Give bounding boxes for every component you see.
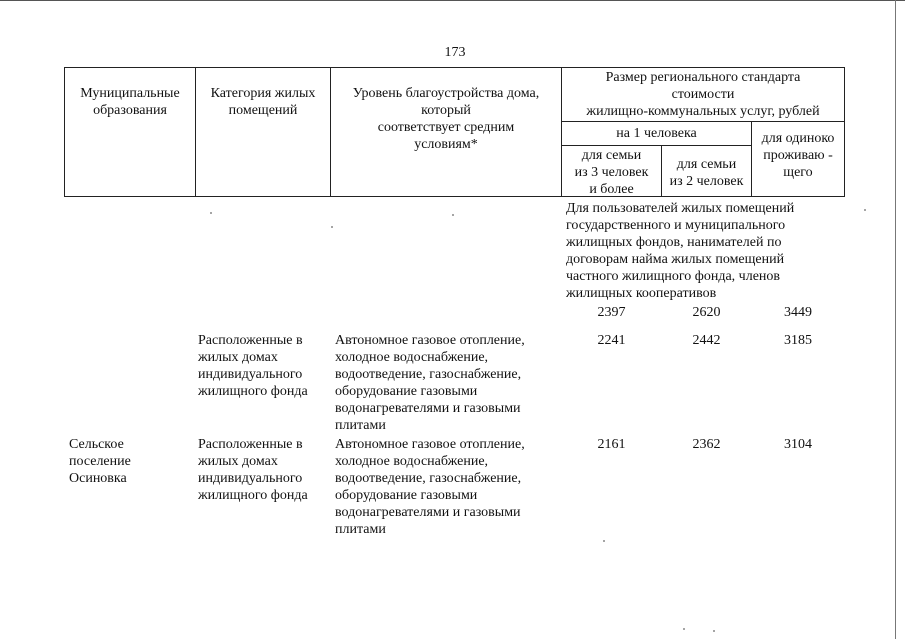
value-family-2: 2620 bbox=[692, 305, 721, 320]
scan-speck bbox=[331, 226, 333, 228]
scan-speck bbox=[864, 209, 866, 211]
amenities-cell: Автономное газовое отопление, холодное водоснабжение, водоотведение, газоснабжение, оборудование газовыми водонагревателями и газовыми плитами bbox=[335, 437, 525, 537]
value-single: 3185 bbox=[784, 333, 812, 348]
category-cell: Расположенные в жилых домах индивидуального жилищного фонда bbox=[198, 333, 308, 399]
amenities-cell: Автономное газовое отопление, холодное водоснабжение, водоотведение, газоснабжение, оборудование газовыми водонагревателями и газовыми плитами bbox=[335, 333, 525, 433]
category-cell: Расположенные в жилых домах индивидуального жилищного фонда bbox=[198, 437, 308, 503]
value-family-2: 2362 bbox=[692, 437, 721, 452]
scan-speck bbox=[210, 212, 212, 214]
header-municipality: Муниципальные образования bbox=[80, 86, 180, 118]
header-per-person: на 1 человека bbox=[616, 126, 697, 141]
divider-per-person bbox=[561, 145, 751, 146]
header-family-3: для семьи из 3 человек и более bbox=[574, 148, 649, 197]
page-top-edge bbox=[0, 0, 905, 1]
scan-speck bbox=[603, 540, 605, 542]
header-standard-size: Размер регионального стандарта стоимости жилищно-коммунальных услуг, рублей bbox=[586, 70, 820, 119]
divider-group bbox=[561, 121, 845, 122]
section-caption: Для пользователей жилых помещений государственного и муниципального жилищных фондов, нанимателей по договорам найма жилых помещений частного жилищного фонда, членов жилищных кооперативов bbox=[566, 201, 795, 301]
value-single: 3104 bbox=[784, 437, 812, 452]
municipality-cell: Сельское поселение Осиновка bbox=[69, 437, 131, 486]
page-right-edge bbox=[895, 0, 896, 639]
header-single: для одиноко проживаю - щего bbox=[761, 131, 835, 180]
col-line-6 bbox=[844, 67, 845, 197]
value-family-3: 2241 bbox=[597, 333, 626, 348]
page-number: 173 bbox=[444, 45, 466, 60]
scan-speck bbox=[713, 630, 715, 632]
table-border-bottom bbox=[64, 196, 845, 197]
scan-speck bbox=[683, 628, 685, 630]
value-family-2: 2442 bbox=[692, 333, 721, 348]
value-single: 3449 bbox=[784, 305, 812, 320]
scan-speck bbox=[452, 214, 454, 216]
header-family-2: для семьи из 2 человек bbox=[669, 157, 744, 189]
header-category: Категория жилых помещений bbox=[210, 86, 316, 118]
table-border-top bbox=[64, 67, 845, 68]
header-amenities: Уровень благоустройства дома, который соответствует средним условиям* bbox=[352, 86, 540, 152]
value-family-3: 2161 bbox=[597, 437, 626, 452]
value-family-3: 2397 bbox=[597, 305, 626, 320]
